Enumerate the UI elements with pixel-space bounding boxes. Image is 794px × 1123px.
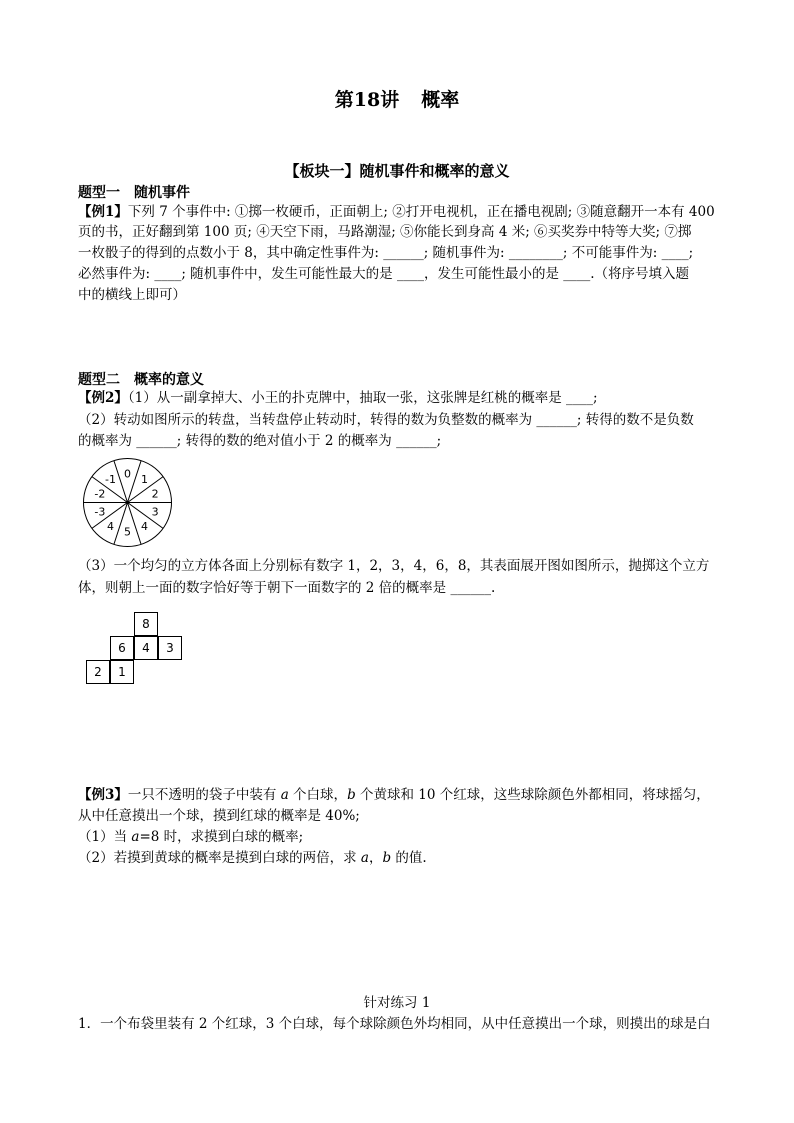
practice-q1: 1．一个布袋里装有 2 个红球，3 个白球，每个球除颜色外均相同，从中任意摸出一个球，则摸出的球是白 <box>78 1016 711 1032</box>
spinner-label: 3 <box>151 505 159 519</box>
ex1-line4: 必然事件为: ____; 随机事件中，发生可能性最大的是 ____，发生可能性最小的是 ____.（将序号填入题 <box>78 266 690 282</box>
ex2-line2: （2）转动如图所示的转盘，当转盘停止转动时，转得的数为负整数的概率为 ______; 转得的数不是负数 <box>78 412 694 428</box>
spinner-label: 4 <box>141 519 149 533</box>
spinner-label: 4 <box>106 519 114 533</box>
practice-heading: 针对练习 1 <box>363 995 431 1011</box>
ex2-label: 【例2】 <box>78 390 128 406</box>
net-cell: 3 <box>158 636 182 660</box>
type1-heading: 题型一 随机事件 <box>78 185 190 201</box>
ex3-line4: （2）若摸到黄球的概率是摸到白球的两倍，求 a，b 的值. <box>78 850 427 866</box>
ex1-line3: 一枚骰子的得到的点数小于 8，其中确定性事件为: ______; 随机事件为: ________; 不可能事件为: ____; <box>78 245 694 261</box>
spinner-label: -2 <box>94 487 106 501</box>
net-cell: 1 <box>110 660 134 684</box>
net-cell: 6 <box>110 636 134 660</box>
spinner-center <box>126 501 129 504</box>
net-cell: 8 <box>134 612 158 636</box>
spinner-label: 2 <box>151 487 159 501</box>
spinner-label: -1 <box>104 473 116 487</box>
spinner-label: 0 <box>124 467 131 481</box>
lesson-number: 第18讲 <box>334 89 400 111</box>
page-title <box>0 85 794 112</box>
ex1-line2: 页的书，正好翻到第 100 页; ④天空下雨，马路潮湿; ⑤你能长到身高 4 米; ⑥买奖券中特等大奖; ⑦掷 <box>78 224 692 240</box>
spinner-label: 5 <box>124 525 131 539</box>
type2-heading: 题型二 概率的意义 <box>78 372 204 388</box>
spinner-label: 1 <box>141 473 149 487</box>
ex1-label: 【例1】 <box>78 204 128 220</box>
ex3-label: 【例3】 <box>78 787 128 803</box>
ex2-line4: （3）一个均匀的立方体各面上分别标有数字 1，2，3，4，6，8，其表面展开图如图所示，抛掷这个立方 <box>78 558 710 574</box>
lesson-topic: 概率 <box>421 89 460 111</box>
ex3-line3: （1）当 a=8 时，求摸到白球的概率; <box>78 829 304 845</box>
ex2-line5: 体，则朝上一面的数字恰好等于朝下一面数字的 2 倍的概率是 ______. <box>78 580 496 596</box>
net-cell: 2 <box>86 660 110 684</box>
ex3-line1: 【例3】一只不透明的袋子中装有 a 个白球，b 个黄球和 10 个红球，这些球除颜色外都相同，将球摇匀， <box>78 787 710 803</box>
spinner-figure <box>80 455 175 550</box>
spinner-label: -3 <box>94 505 106 519</box>
section-heading: 【板块一】随机事件和概率的意义 <box>284 162 510 180</box>
cube-net <box>86 612 186 687</box>
ex1-line5: 中的横线上即可） <box>78 287 186 303</box>
ex1-line1: 【例1】下列 7 个事件中: ①掷一枚硬币，正面朝上; ②打开电视机，正在播电视剧; ③随意翻开一本有 400 <box>78 204 715 220</box>
ex2-line1: 【例2】（1）从一副拿掉大、小王的扑克牌中，抽取一张，这张牌是红桃的概率是 ____; <box>78 390 598 406</box>
ex3-line2: 从中任意摸出一个球，摸到红球的概率是 40%; <box>78 808 360 824</box>
net-cell: 4 <box>134 636 158 660</box>
spinner-wheel <box>84 459 172 547</box>
ex2-line3: 的概率为 ______; 转得的数的绝对值小于 2 的概率为 ______; <box>78 433 442 449</box>
